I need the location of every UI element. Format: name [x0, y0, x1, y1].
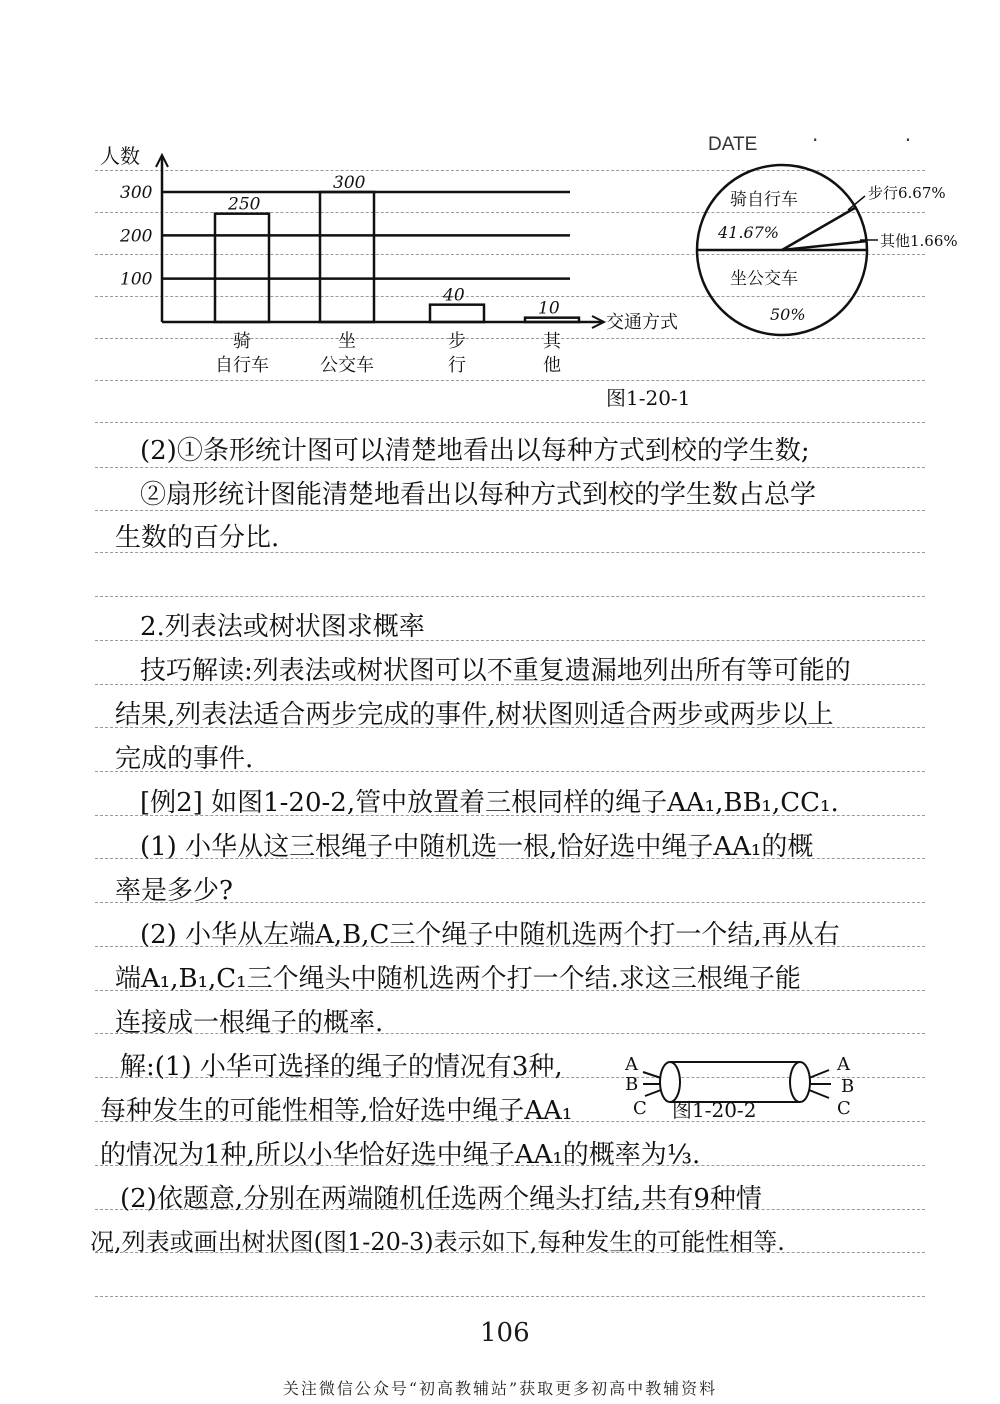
- tube-label-left-c: C: [633, 1098, 647, 1119]
- example-line-6: 连接成一根绳子的概率.: [115, 1008, 384, 1038]
- x-axis-label: 交通方式: [606, 312, 678, 333]
- header-dots: · ·: [812, 128, 952, 152]
- tube-label-right-c: C: [837, 1098, 851, 1119]
- tube-label-right-a: A: [837, 1054, 850, 1075]
- bar-value-label: 300: [333, 173, 366, 193]
- pie-percent-bike: 41.67%: [718, 223, 780, 242]
- x-category-label: 他: [543, 355, 561, 376]
- solution-line-4: (2)依题意,分别在两端随机任选两个绳头打结,共有9种情: [120, 1184, 762, 1214]
- x-category-label: 其: [543, 331, 561, 352]
- solution-line-2: 每种发生的可能性相等,恰好选中绳子AA₁: [100, 1096, 573, 1126]
- tips-line-2: 结果,列表法适合两步完成的事件,树状图则适合两步或两步以上: [115, 700, 834, 730]
- x-category-label: 坐: [338, 331, 356, 352]
- bar-value-label: 250: [228, 194, 261, 215]
- tube-label-left-a: A: [625, 1054, 638, 1075]
- tube-figure: [615, 1040, 875, 1130]
- pie-label-bike: 骑自行车: [730, 190, 798, 210]
- y-tick-label: 100: [120, 269, 153, 290]
- solution-line-5: 况,列表或画出树状图(图1-20-3)表示如下,每种发生的可能性相等.: [90, 1228, 785, 1256]
- pie-percent-bus: 50%: [770, 305, 806, 324]
- example-line-2: (1) 小华从这三根绳子中随机选一根,恰好选中绳子AA₁的概: [140, 832, 814, 862]
- paragraph-2b: 生数的百分比.: [115, 523, 280, 553]
- rope-ends-left: [643, 1072, 661, 1096]
- pie-chart: [690, 160, 980, 350]
- figure-caption: 图1-20-1: [606, 386, 691, 410]
- example-line-4: (2) 小华从左端A,B,C三个绳子中随机选两个打一个结,再从右: [140, 920, 840, 950]
- x-category-label: 骑: [233, 331, 251, 352]
- figure-2-caption: 图1-20-2: [672, 1098, 757, 1122]
- bar-2: [320, 192, 374, 322]
- x-category-label: 自行车: [215, 355, 269, 376]
- pie-label-walk: 步行6.67%: [868, 184, 946, 202]
- example-line-5: 端A₁,B₁,C₁三个绳头中随机选两个打一个结.求这三根绳子能: [115, 964, 801, 994]
- pie-label-bus: 坐公交车: [730, 269, 798, 289]
- y-tick-label: 300: [120, 183, 153, 203]
- paragraph-1: (2)①条形统计图可以清楚地看出以每种方式到校的学生数;: [140, 436, 810, 466]
- y-axis-label: 人数: [100, 144, 140, 168]
- example-line-3: 率是多少?: [115, 876, 233, 906]
- paragraph-2a: ②扇形统计图能清楚地看出以每种方式到校的学生数占总学: [140, 480, 817, 510]
- bar-value-label: 40: [443, 285, 465, 306]
- example-line-1: [例2] 如图1-20-2,管中放置着三根同样的绳子AA₁,BB₁,CC₁.: [140, 788, 839, 818]
- page-number: 106: [480, 1318, 530, 1348]
- y-tick-label: 200: [120, 226, 153, 247]
- x-category-label: 行: [448, 355, 466, 376]
- x-category-label: 公交车: [320, 355, 374, 376]
- bar-3: [430, 305, 484, 322]
- footer-note: 关注微信公众号“初高教辅站”获取更多初高中教辅资料: [282, 1379, 718, 1398]
- tube-label-right-b: B: [841, 1076, 855, 1097]
- pie-label-other: 其他1.66%: [880, 232, 958, 250]
- bar-chart: [90, 135, 710, 395]
- bar-1: [215, 214, 269, 322]
- tips-line-1: 技巧解读:列表法或树状图可以不重复遗漏地列出所有等可能的: [140, 656, 851, 686]
- x-category-label: 步: [448, 331, 466, 352]
- tube-label-left-b: B: [625, 1074, 639, 1095]
- solution-line-3: 的情况为1种,所以小华恰好选中绳子AA₁的概率为⅓.: [100, 1140, 701, 1170]
- tips-line-3: 完成的事件.: [115, 744, 254, 774]
- tube-right-end: [790, 1062, 810, 1102]
- tube-left-end: [660, 1062, 680, 1102]
- section-title: 2.列表法或树状图求概率: [140, 612, 425, 642]
- bar-value-label: 10: [538, 298, 560, 319]
- tube-body: [670, 1062, 800, 1102]
- solution-line-1: 解:(1) 小华可选择的绳子的情况有3种,: [120, 1052, 563, 1082]
- rope-ends-right: [809, 1070, 831, 1098]
- date-label: DATE: [708, 134, 758, 155]
